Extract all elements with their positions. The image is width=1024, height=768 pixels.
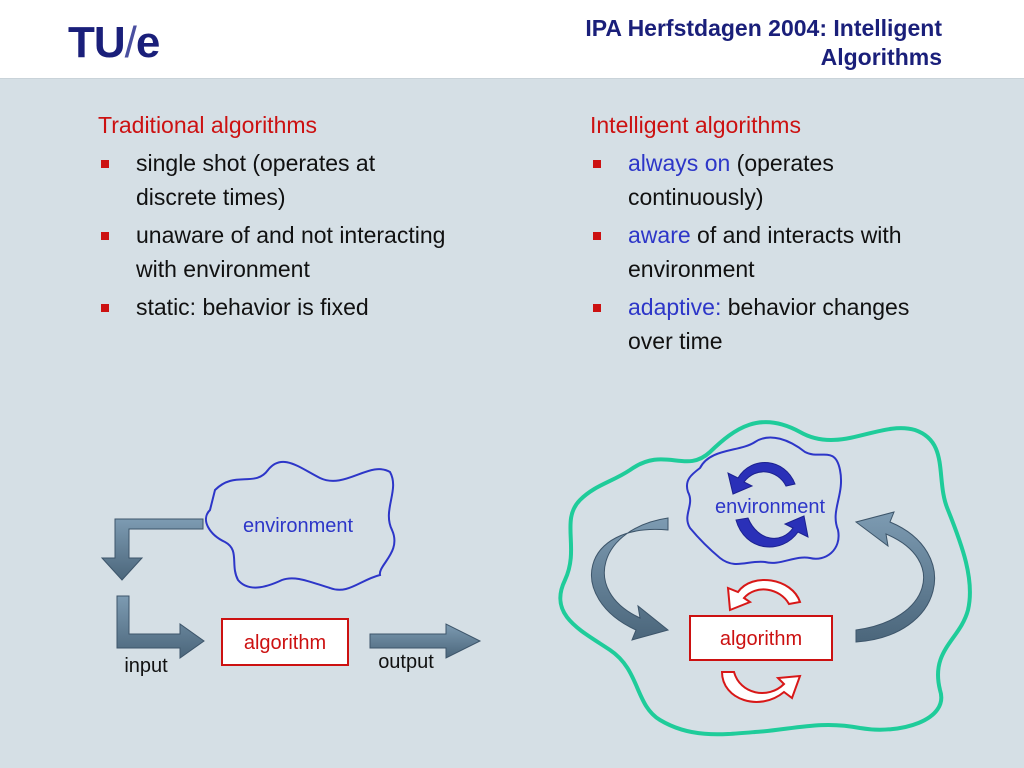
- environment-label: environment: [242, 515, 354, 537]
- logo-slash: /: [124, 18, 136, 67]
- title-line-1: IPA Herfstdagen 2004: Intelligent: [585, 15, 942, 41]
- input-label: input: [124, 655, 168, 677]
- list-item-text: single shot (operates at discrete times): [136, 150, 376, 210]
- traditional-diagram: [102, 462, 480, 677]
- right-arrow-icon: [117, 596, 204, 658]
- list-item-text: unaware of and not interacting with environment: [136, 222, 446, 282]
- algorithm-label: algorithm: [719, 628, 803, 650]
- traditional-heading: Traditional algorithms: [98, 112, 318, 138]
- down-arrow-icon: [102, 519, 203, 580]
- title-line-2: Algorithms: [820, 44, 942, 70]
- list-item-text: (operates continuously): [628, 150, 834, 210]
- list-item-text: of and interacts with environment: [628, 222, 902, 282]
- red-cycle-arrow-icon: [722, 672, 800, 702]
- output-label: output: [378, 651, 434, 673]
- curved-arrow-right-icon: [856, 512, 935, 642]
- intelligent-heading: Intelligent algorithms: [590, 112, 801, 138]
- blue-cycle-arrow-icon: [728, 462, 795, 494]
- algorithm-label: algorithm: [243, 632, 327, 654]
- intelligent-diagram: [560, 422, 970, 734]
- list-item-text: behavior changes over time: [628, 294, 910, 354]
- highlight-term: aware: [628, 222, 691, 248]
- highlight-term: always on: [628, 150, 731, 176]
- blue-cycle-arrow-icon: [736, 516, 808, 547]
- list-item-text: static: behavior is fixed: [136, 294, 369, 320]
- logo-e: e: [135, 18, 160, 67]
- logo-tu: TU: [68, 18, 125, 67]
- environment-label: environment: [714, 496, 826, 518]
- curved-arrow-left-icon: [591, 518, 668, 640]
- highlight-term: adaptive:: [628, 294, 722, 320]
- red-cycle-arrow-icon: [728, 580, 800, 610]
